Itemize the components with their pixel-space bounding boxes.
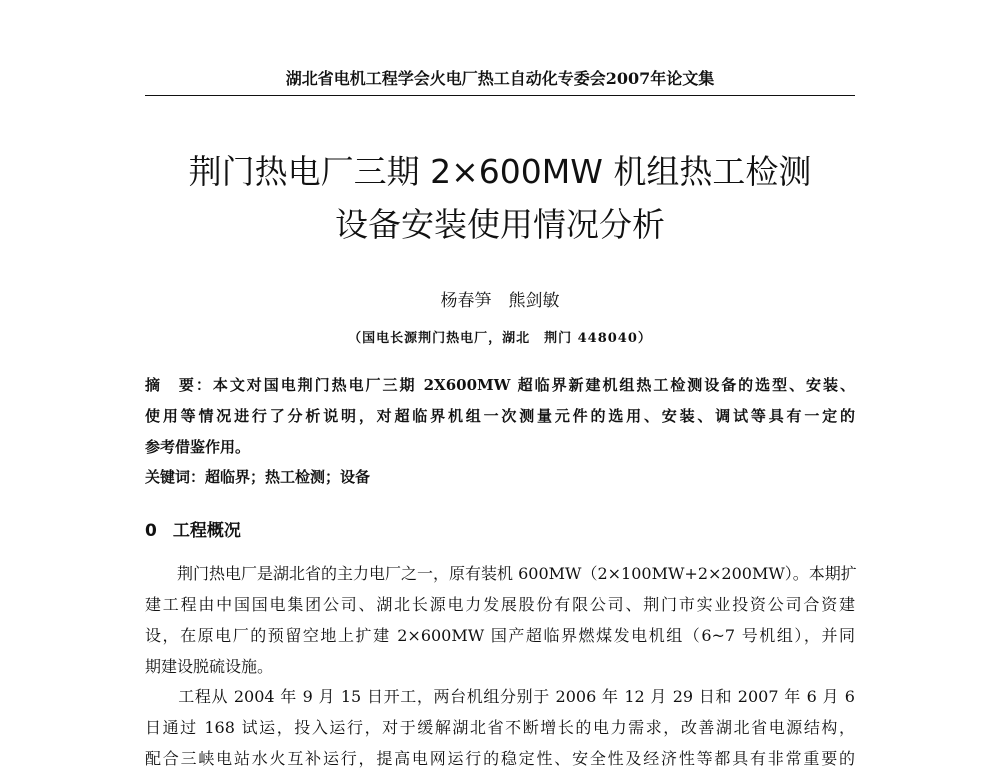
body-line: 工程从 2004 年 9 月 15 日开工，两台机组分别于 2006 年 12 月 29 日和 2007 年 6 月 6 — [145, 687, 855, 706]
section-title: 工程概况 — [172, 521, 241, 541]
paper-title-line-1: 荆门热电厂三期 2×600MW 机组热工检测 — [188, 152, 812, 191]
body-line: 建工程由中国国电集团公司、湖北长源电力发展股份有限公司、荆门市实业投资公司合资建 — [145, 595, 855, 614]
keywords-text: 超临界；热工检测；设备 — [205, 468, 371, 486]
header-rule — [145, 95, 855, 96]
affiliation: （国电长源荆门热电厂，湖北 荆门 448040） — [348, 331, 652, 346]
abstract-line: 参考借鉴作用。 — [145, 438, 251, 456]
body-line: 日通过 168 试运，投入运行，对于缓解湖北省不断增长的电力需求，改善湖北省电源结构， — [145, 718, 855, 737]
section-number: 0 — [145, 521, 157, 541]
body-line: 期建设脱硫设施。 — [145, 657, 274, 676]
keywords-label: 关键词： — [145, 468, 206, 486]
abstract-line: 使用等情况进行了分析说明，对超临界机组一次测量元件的选用、安装、调试等具有一定的 — [145, 407, 855, 425]
body-line: 设，在原电厂的预留空地上扩建 2×600MW 国产超临界燃煤发电机组（6~7 号机组），并同 — [145, 626, 855, 645]
body-line: 配合三峡电站水火互补运行，提高电网运行的稳定性、安全性及经济性等都具有非常重要的 — [145, 749, 855, 768]
authors: 杨春笋 熊剑敏 — [440, 291, 560, 311]
keywords — [145, 467, 855, 487]
section-heading — [145, 516, 241, 541]
running-header: 湖北省电机工程学会火电厂热工自动化专委会2007年论文集 — [285, 69, 715, 88]
abstract-label: 摘 要： — [145, 376, 213, 394]
abstract-text: 本文对国电荆门热电厂三期 2X600MW 超临界新建机组热工检测设备的选型、安装、 — [212, 376, 855, 394]
abstract-line — [145, 375, 855, 395]
paper-title-line-2: 设备安装使用情况分析 — [335, 205, 665, 244]
body-line: 荆门热电厂是湖北省的主力电厂之一，原有装机 600MW（2×100MW+2×200MW）。本期扩 — [145, 564, 857, 583]
